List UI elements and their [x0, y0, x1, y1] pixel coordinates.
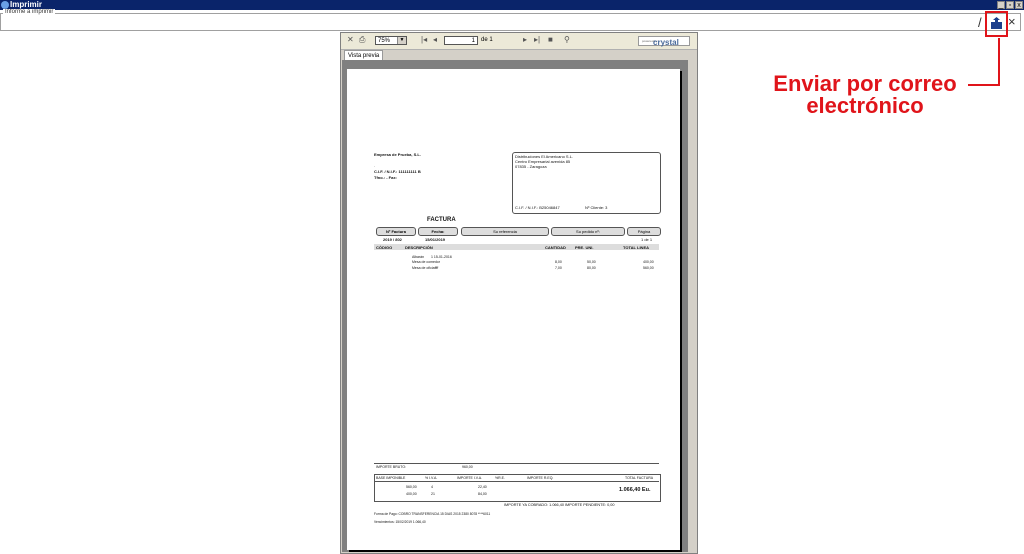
page-input[interactable]: 1: [444, 36, 478, 45]
invoice-number: 2019 / 802: [383, 237, 402, 242]
importe-bruto: 960,00: [462, 465, 473, 469]
page-area: [342, 60, 688, 552]
window-titlebar: [0, 0, 1024, 10]
last-page-icon[interactable]: ▸|: [534, 35, 541, 44]
client-city: 07835 - Zaragoza: [515, 164, 547, 169]
t-pre: %R.E.: [495, 476, 505, 480]
chevron-down-icon: ▼: [397, 37, 406, 44]
col-total: TOTAL LINEA: [623, 245, 649, 250]
t-iiva: IMPORTE I.V.A.: [457, 476, 483, 480]
totals-header-line: [374, 481, 659, 482]
maximize-button[interactable]: ▫: [1006, 1, 1014, 9]
close-report-icon[interactable]: ✕: [347, 35, 354, 44]
r1-base: 560,00: [406, 485, 417, 489]
invoice-page: [347, 69, 680, 550]
line-cant: 8,00: [555, 260, 562, 264]
line-desc: Mesa de ofici​affff: [412, 266, 439, 270]
callout-line-horizontal: [968, 84, 1000, 86]
client-address: Centro Empresarial avenida 85: [515, 159, 571, 164]
client-number: Nº Cliente: 3: [585, 205, 608, 210]
line-cant: 7,00: [555, 266, 562, 270]
totals-box: [374, 474, 661, 502]
line-total: 560,00: [643, 266, 654, 270]
line-pre: 50,00: [587, 260, 596, 264]
albaran-label: Albarán: [412, 255, 425, 259]
viewer-toolbar: [341, 33, 697, 50]
company-name: Empresa de Prueba, S.L.: [374, 152, 421, 157]
r2-iiva: 84,00: [478, 492, 487, 496]
callout-line-2: electrónico: [806, 93, 924, 118]
total-factura: 1.066,40 Eu.: [619, 487, 651, 493]
groupbox-label: Informe a imprimir: [5, 9, 54, 15]
zoom-value: 75%: [378, 38, 391, 44]
albaran-value: 1 15-01-2016: [431, 255, 452, 259]
window-controls: [997, 1, 1023, 9]
page-count: de 1: [481, 37, 493, 43]
r1-iiva: 22,40: [478, 485, 487, 489]
minimize-button[interactable]: _: [997, 1, 1005, 9]
col-precio: PRE. UNI.: [575, 245, 594, 250]
r1-piva: 4: [431, 485, 433, 489]
window-title: Imprimir: [10, 0, 43, 9]
report-groupbox: [0, 13, 1021, 31]
totals-divider: [374, 463, 659, 464]
t-base: BASE IMPONIBLE: [376, 476, 406, 480]
cobrado: IMPORTE YA COBRADO: 1.066,40 IMPORTE PENDIENTE: 0,00: [504, 503, 615, 507]
line-pre: 80,00: [587, 266, 596, 270]
viewer-tabbar: [341, 50, 697, 60]
printer-app-icon: [1, 1, 9, 9]
close-window-button[interactable]: x: [1015, 1, 1023, 9]
line-desc: Mesa de comedor: [412, 260, 441, 264]
client-name: Distribuciones El Americano S.L.: [515, 154, 574, 159]
next-page-icon[interactable]: ▸: [523, 35, 528, 44]
forma-pago: Forma de Pago: COBRO TRANSFERENCIA 15 DIAS 2015 2380 8078 ****6011: [374, 512, 491, 516]
client-cif: C.I.F. / N.I.F.: B25046847: [515, 205, 560, 210]
crystal-powered-by: powered by: [642, 39, 658, 43]
header-date: Fecha:: [418, 227, 458, 236]
invoice-date: 15/01/2019: [425, 237, 446, 242]
col-descripcion: DESCRIPCIÓN: [405, 245, 433, 250]
email-callout: [765, 73, 965, 117]
crystal-logo: [638, 36, 690, 46]
t-ire: IMPORTE R.EQ.: [527, 476, 554, 480]
crystal-brand: crystal: [653, 38, 679, 47]
col-cantidad: CANTIDAD: [545, 245, 566, 250]
line-total: 400,00: [643, 260, 654, 264]
share-icon[interactable]: [990, 17, 1003, 29]
company-phone: Tfno.: - Fax:: [374, 175, 397, 180]
col-codigo: CÓDIGO: [376, 245, 393, 250]
tab-vista-previa[interactable]: Vista previa: [344, 50, 383, 61]
header-reference: Su referencia: [461, 227, 549, 236]
first-page-icon[interactable]: |◂: [421, 35, 428, 44]
invoice-page-count: 1 de 1: [641, 237, 653, 242]
header-order: Su pedido nº:: [551, 227, 625, 236]
close-icon[interactable]: ×: [1008, 14, 1016, 29]
r2-piva: 21: [431, 492, 435, 496]
company-cif: C.I.F. / N.I.F.: 111111111 B: [374, 169, 421, 174]
r2-base: 400,00: [406, 492, 417, 496]
edit-icon[interactable]: /: [978, 15, 982, 30]
zoom-select[interactable]: [375, 36, 407, 45]
t-piva: % I.V.A.: [425, 476, 438, 480]
prev-page-icon[interactable]: ◂: [433, 35, 438, 44]
stop-icon[interactable]: ■: [548, 35, 553, 44]
importe-bruto-label: IMPORTE BRUTO:: [376, 465, 407, 469]
search-icon[interactable]: ⚲: [564, 35, 570, 44]
callout-line-vertical: [998, 38, 1000, 86]
print-icon[interactable]: ⎙: [359, 35, 366, 44]
t-total: TOTAL FACTURA: [625, 476, 654, 480]
header-invoice-number: Nº Factura: [376, 227, 416, 236]
invoice-title: FACTURA: [427, 217, 456, 223]
callout-line-1: Enviar por correo: [773, 71, 957, 96]
report-viewer: [340, 32, 698, 554]
header-page: Página: [627, 227, 661, 236]
vencimientos: Vencimientos: 15/02/2019 1.066,40: [374, 520, 426, 524]
company-dot: .: [374, 163, 376, 168]
